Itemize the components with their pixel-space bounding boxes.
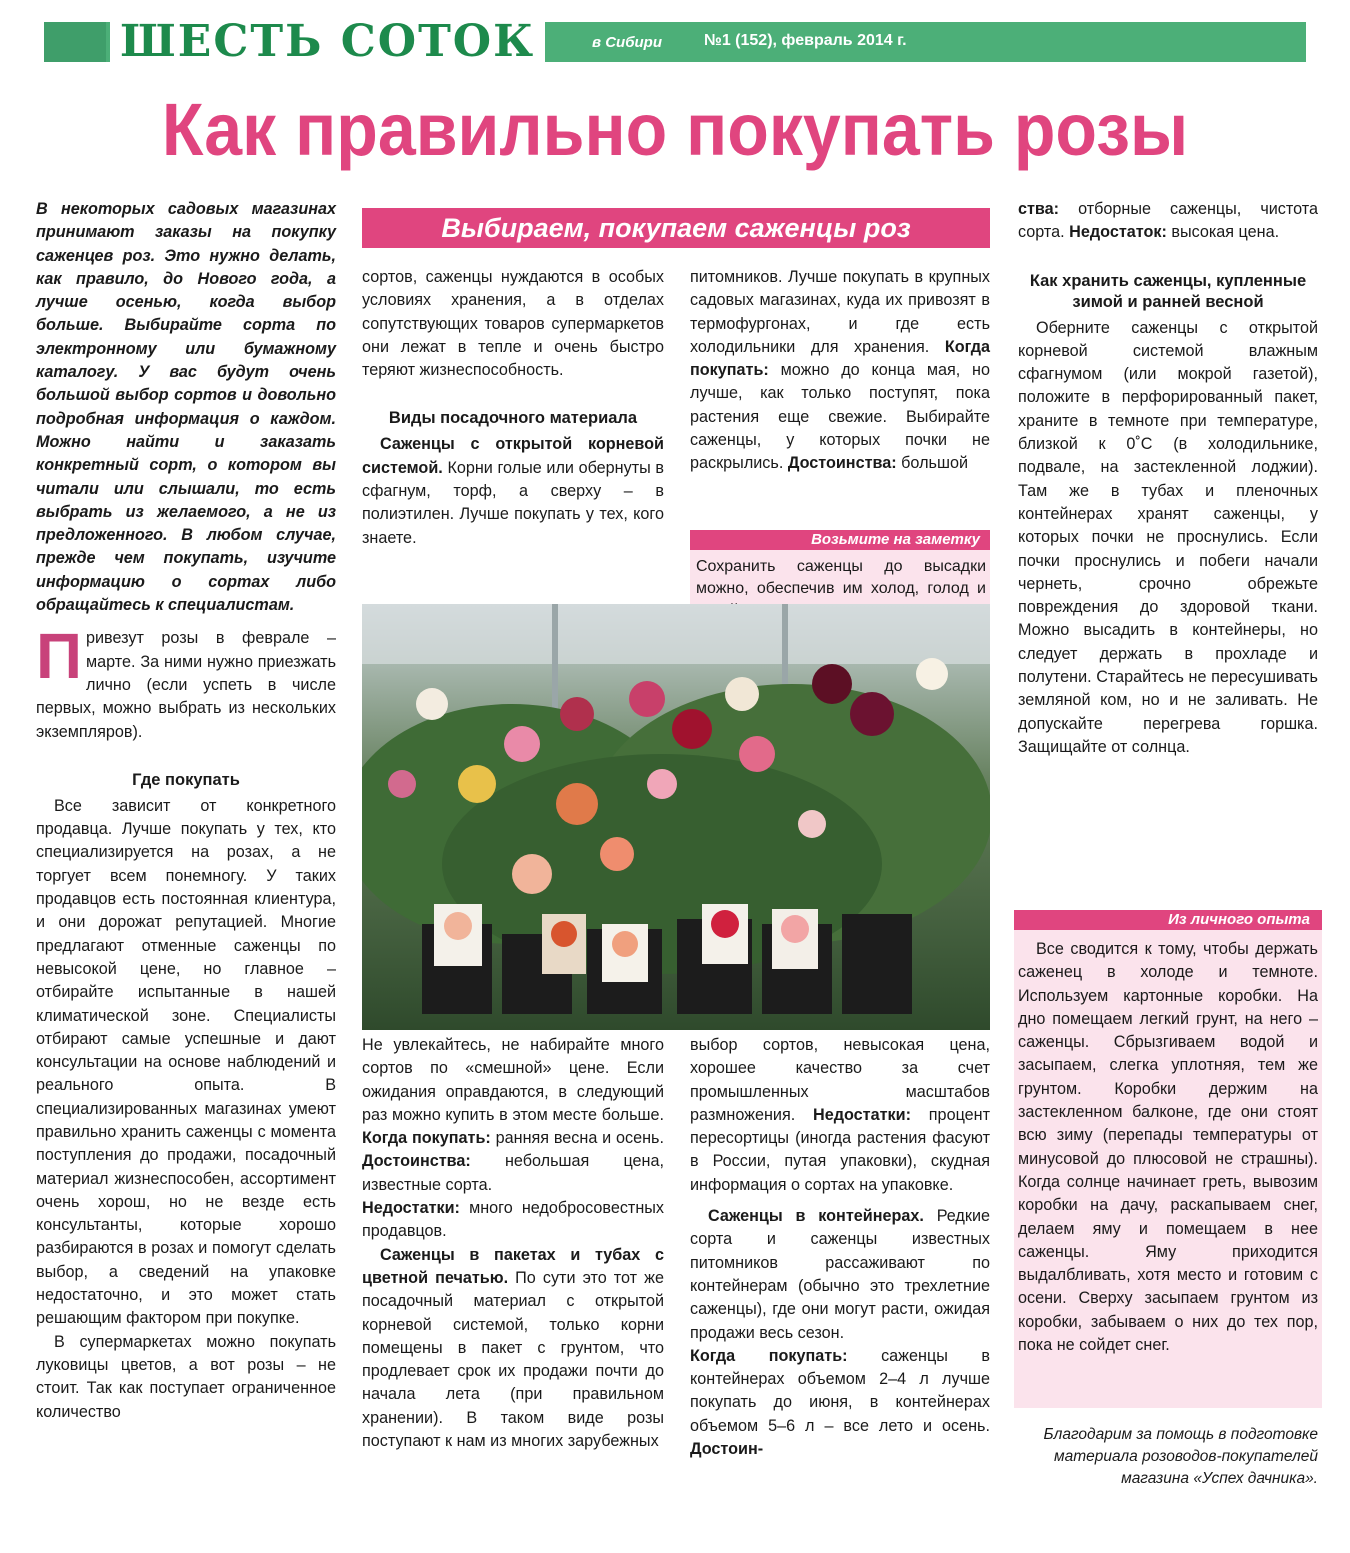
column-3-bottom: [690, 1034, 990, 1461]
containers-advantages: ства: отборные саженцы, чистота сорта. Недостаток: высокая цена.: [1018, 200, 1318, 242]
note-text: Сохранить саженцы до высадки можно, обеспечив им холод, голод и: [696, 558, 986, 597]
masthead-bar: [44, 22, 106, 62]
column-3-top: [690, 266, 990, 476]
bags-paragraph: Саженцы в пакетах и тубах с цветной печатью. По сути это тот же посадочный материал с открытой корневой системой, только корни помещены в пакет с грунтом, что продлевает срок их продажи почти до начала лета (при правильном хранении). В таком виде розы поступают к нам из многих зарубежных: [362, 1245, 664, 1451]
storage-heading: Как хранить саженцы, купленные зимой и ранней весной: [1029, 271, 1307, 311]
column-4: [1018, 198, 1318, 759]
intro-paragraph: Привезут розы в феврале – марте. За ними нужно приезжать лично (если успеть в числе первых, можно выбрать из нескольких экземпляров).: [36, 620, 336, 741]
masthead: [44, 16, 1306, 67]
article-headline: Как правильно покупать розы: [161, 88, 1189, 171]
experience-text: Все сводится к тому, чтобы держать саженец в холоде и темноте. Используем картонные коробки. На дно помещаем легкий грунт, на него – саженцы. Сбрызгиваем водой и засыпаем, слегка уплотняя, тем же грунтом. Коробки держим на застекленном балконе, где они стоят всю зиму (перепады температуры от минусовой до плюсовой не страшны). Когда солнце начинает греть, вывозим коробки на дачу, раскапываем снег, делаем яму и помещаем в нее саженцы. Яму приходится выдалбливать, хотя место и готовим с осени. Сверху засыпаем грунтом из коробки, забываем о них до тех пор, пока не сойдет снег.: [1018, 940, 1318, 1355]
where-heading: Где покупать: [132, 770, 240, 789]
drop-cap: П: [36, 620, 82, 693]
section-banner: Выбираем, покупаем саженцы роз: [362, 208, 990, 248]
bags-continuation: выбор сортов, невысокая цена, хорошее качество за счет промышленных масштабов размножения. Недостатки: процент пересортицы (иногда растения фасуют в России, путая упаковки), скудная информация о сортах на упаковке.: [690, 1036, 991, 1194]
where-paragraph-1: Все зависит от конкретного продавца. Лучше покупать у тех, кто специализируется на розах, а не торгует всем понемногу. У таких продавцов есть постоянная клиентура, и они дорожат репутацией. Многие предлагают отменные саженцы по невысокой цене, но главное – отбирайте испытанные в нашей климатической зоне. Специалисты отбирают самые успешные и дают консультации на основе наблюдений и реального опыта. В специализированных магазинах умеют правильно хранить саженцы с момента поступления до продажи, посадочный материал жизнеспособен, ассортимент очень хорош, но не везде есть консультанты, которые хорошо разбираются в розах и помогут сделать выбор, а сведений на упаковке недостаточно, и это может стать решающим фактором при покупке.: [36, 796, 336, 1328]
roses-photo: [362, 604, 990, 1030]
acknowledgement: Благодарим за помощь в подготовке материала розоводов-покупателей магазина «Успех дачника».: [1043, 1426, 1318, 1487]
storage-paragraph: сортов, саженцы нуждаются в особых условиях хранения, а в отделах сопутствующих товаров супермаркетов они лежат в тепле и очень быстро теряют жизнеспособность.: [362, 268, 664, 380]
price-paragraph: Не увлекайтесь, не набирайте много сортов по «смешной» цене. Если ожидания оправдаются, в следующий раз можно купить в этом месте больше. Когда покупать: ранняя весна и осень. Достоинства: небольшая цена, известные сорта.: [362, 1036, 664, 1194]
containers-paragraph: Саженцы в контейнерах. Редкие сорта и саженцы известных питомников рассаживают по контейнерам (обычно это трехлетние саженцы), где они могут расти, ожидая продажи весь сезон.: [690, 1207, 991, 1342]
issue-info: №1 (152), февраль 2014 г.: [704, 32, 907, 49]
note-title: Возьмите на заметку: [690, 530, 990, 550]
lead-paragraph: В некоторых садовых магазинах принимают заказы на покупку саженцев роз. Это нужно делать, как правило, до Нового года, а лучше осенью, когда выбор больше. Выбирайте сорта по электронному или бумажному каталогу. У вас будут очень большой выбор сортов и довольно подробная информация о каждом. Можно найти и заказать конкретный сорт, о котором вы читали или слышали, то есть выбрать из желаемого, а не из предложенного. В любом случае, прежде чем покупать, изучите информацию о сортах либо обращайтесь к специалистам.: [36, 200, 336, 615]
column-2-bottom: [362, 1034, 664, 1453]
column-2-top: [362, 266, 664, 550]
paper-region: в Сибири: [592, 34, 662, 51]
column-1: [36, 198, 336, 1424]
paper-name: ШЕСТЬ СОТОК: [110, 18, 545, 66]
where-paragraph-2: В супермаркетах можно покупать луковицы цветов, а вот розы – не стоит. Так как поступает ограниченное количество: [36, 1332, 336, 1421]
nurseries-paragraph: питомников. Лучше покупать в крупных садовых магазинах, куда их привозят в термофургонах, и где есть холодильники для хранения. Когда покупать: можно до конца мая, но лучше, как только поступят, пока растения еще свежие. Выбирайте саженцы, у которых почки не раскрылись. Достоинства: большой: [690, 268, 990, 473]
open-root-paragraph: Саженцы с открытой корневой системой. Корни голые или обернуты в сфагнум, торф, а сверху – в полиэтилен. Лучше покупать у тех, кого знаете.: [362, 435, 665, 547]
disadvantages-paragraph: Недостатки: много недобросовестных продавцов.: [362, 1199, 665, 1241]
storage-instructions: Оберните саженцы с открытой корневой системой влажным сфагнумом (или мокрой газетой), положите в перфорированный пакет, храните в темноте при температуре, близкой к 0˚С (в холодильнике, подвале, на застекленной лоджии). Там же в тубах и пленочных контейнерах хранят саженцы, у которых почки не проснулись. Если почки проснулись и побеги начали чернеть, срочно обрежьте повреждения до здоровой ткани. Можно высадить в контейнеры, но следует держать в прохладе и полутени. Старайтесь не пересушивать земляной ком, но и не заливать. Не допускайте перегрева горшка. Защищайте от солнца.: [1018, 318, 1318, 756]
roses-illustration: [362, 604, 990, 1030]
experience-text-wrap: [1018, 938, 1318, 1357]
containers-when-paragraph: Когда покупать: саженцы в контейнерах объемом 2–4 л лучше покупать до июня, в контейнерах объемом 5–6 л – все лето и осень. Достоин-: [690, 1346, 990, 1459]
experience-title: Из личного опыта: [1014, 910, 1322, 930]
types-heading: Виды посадочного материала: [388, 409, 638, 428]
